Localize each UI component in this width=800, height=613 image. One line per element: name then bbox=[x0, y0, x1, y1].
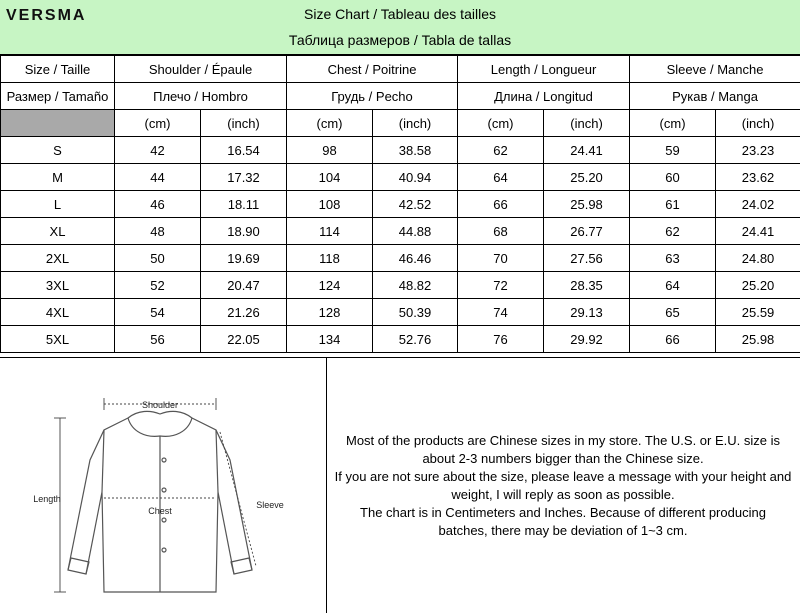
value-cell: 44.88 bbox=[373, 218, 458, 245]
value-cell: 48.82 bbox=[373, 272, 458, 299]
value-cell: 52.76 bbox=[373, 326, 458, 353]
value-cell: 104 bbox=[287, 164, 373, 191]
table-row bbox=[1, 245, 800, 272]
value-cell: 68 bbox=[458, 218, 544, 245]
note-line: Most of the products are Chinese sizes in my store. The U.S. or E.U. size is bbox=[346, 433, 780, 448]
value-cell: 63 bbox=[630, 245, 716, 272]
value-cell: 64 bbox=[630, 272, 716, 299]
value-cell: 16.54 bbox=[201, 137, 287, 164]
brand-logo: VERSMA bbox=[6, 7, 87, 24]
value-cell: 72 bbox=[458, 272, 544, 299]
table-row bbox=[1, 326, 800, 353]
value-cell: 24.80 bbox=[716, 245, 800, 272]
size-cell: S bbox=[1, 137, 115, 164]
size-cell: 5XL bbox=[1, 326, 115, 353]
value-cell: 40.94 bbox=[373, 164, 458, 191]
value-cell: 21.26 bbox=[201, 299, 287, 326]
value-cell: 46.46 bbox=[373, 245, 458, 272]
table-row bbox=[1, 218, 800, 245]
size-header: Size / Taille bbox=[1, 56, 115, 83]
shirt-measurement-diagram bbox=[20, 380, 310, 605]
note-line: weight, I will reply as soon as possible. bbox=[451, 487, 675, 502]
table-row bbox=[1, 299, 800, 326]
value-cell: 42.52 bbox=[373, 191, 458, 218]
value-cell: 50.39 bbox=[373, 299, 458, 326]
value-cell: 62 bbox=[630, 218, 716, 245]
value-cell: 29.92 bbox=[544, 326, 630, 353]
value-cell: 74 bbox=[458, 299, 544, 326]
table-row bbox=[1, 137, 800, 164]
value-cell: 52 bbox=[115, 272, 201, 299]
value-cell: 108 bbox=[287, 191, 373, 218]
value-cell: 70 bbox=[458, 245, 544, 272]
chest-label: Chest bbox=[148, 506, 172, 516]
size-notes bbox=[330, 432, 796, 540]
chest-header-alt: Грудь / Pecho bbox=[287, 83, 458, 110]
value-cell: 17.32 bbox=[201, 164, 287, 191]
value-cell: 22.05 bbox=[201, 326, 287, 353]
shoulder-header: Shoulder / Épaule bbox=[115, 56, 287, 83]
value-cell: 66 bbox=[630, 326, 716, 353]
value-cell: 26.77 bbox=[544, 218, 630, 245]
value-cell: 66 bbox=[458, 191, 544, 218]
unit-cm: (cm) bbox=[458, 110, 544, 137]
table-row bbox=[1, 272, 800, 299]
value-cell: 20.47 bbox=[201, 272, 287, 299]
size-cell: M bbox=[1, 164, 115, 191]
chart-subtitle: Таблица размеров / Tabla de tallas bbox=[288, 32, 512, 48]
length-header-alt: Длина / Longitud bbox=[458, 83, 630, 110]
value-cell: 24.02 bbox=[716, 191, 800, 218]
size-cell: 4XL bbox=[1, 299, 115, 326]
header-row-2 bbox=[1, 83, 800, 110]
value-cell: 18.11 bbox=[201, 191, 287, 218]
value-cell: 62 bbox=[458, 137, 544, 164]
unit-row bbox=[1, 110, 800, 137]
unit-inch: (inch) bbox=[201, 110, 287, 137]
unit-cm: (cm) bbox=[287, 110, 373, 137]
value-cell: 25.20 bbox=[716, 272, 800, 299]
value-cell: 134 bbox=[287, 326, 373, 353]
size-cell: XL bbox=[1, 218, 115, 245]
sleeve-header-alt: Рукав / Manga bbox=[630, 83, 800, 110]
unit-inch: (inch) bbox=[716, 110, 800, 137]
value-cell: 128 bbox=[287, 299, 373, 326]
unit-cm: (cm) bbox=[630, 110, 716, 137]
value-cell: 44 bbox=[115, 164, 201, 191]
sleeve-label: Sleeve bbox=[256, 500, 284, 510]
value-cell: 18.90 bbox=[201, 218, 287, 245]
section-divider bbox=[326, 357, 327, 613]
size-cell: L bbox=[1, 191, 115, 218]
value-cell: 124 bbox=[287, 272, 373, 299]
unit-inch: (inch) bbox=[373, 110, 458, 137]
chest-header: Chest / Poitrine bbox=[287, 56, 458, 83]
note-line: If you are not sure about the size, please leave a message with your height and bbox=[334, 469, 792, 484]
value-cell: 54 bbox=[115, 299, 201, 326]
table-row bbox=[1, 191, 800, 218]
value-cell: 28.35 bbox=[544, 272, 630, 299]
value-cell: 29.13 bbox=[544, 299, 630, 326]
header-row-1 bbox=[1, 56, 800, 83]
unit-inch: (inch) bbox=[544, 110, 630, 137]
unit-row-blank bbox=[1, 110, 115, 137]
shirt-collar bbox=[128, 418, 192, 436]
value-cell: 19.69 bbox=[201, 245, 287, 272]
value-cell: 23.23 bbox=[716, 137, 800, 164]
note-line: The chart is in Centimeters and Inches. Because of different producing bbox=[360, 505, 766, 520]
value-cell: 25.98 bbox=[716, 326, 800, 353]
value-cell: 24.41 bbox=[544, 137, 630, 164]
value-cell: 25.98 bbox=[544, 191, 630, 218]
value-cell: 65 bbox=[630, 299, 716, 326]
unit-cm: (cm) bbox=[115, 110, 201, 137]
size-cell: 2XL bbox=[1, 245, 115, 272]
value-cell: 64 bbox=[458, 164, 544, 191]
note-line: batches, there may be deviation of 1~3 cm. bbox=[438, 523, 688, 538]
value-cell: 46 bbox=[115, 191, 201, 218]
length-header: Length / Longueur bbox=[458, 56, 630, 83]
shoulder-label: Shoulder bbox=[141, 400, 179, 410]
value-cell: 59 bbox=[630, 137, 716, 164]
value-cell: 118 bbox=[287, 245, 373, 272]
length-label: Length bbox=[33, 494, 61, 504]
value-cell: 24.41 bbox=[716, 218, 800, 245]
value-cell: 25.20 bbox=[544, 164, 630, 191]
value-cell: 23.62 bbox=[716, 164, 800, 191]
value-cell: 50 bbox=[115, 245, 201, 272]
value-cell: 42 bbox=[115, 137, 201, 164]
value-cell: 56 bbox=[115, 326, 201, 353]
value-cell: 60 bbox=[630, 164, 716, 191]
shoulder-header-alt: Плечо / Hombro bbox=[115, 83, 287, 110]
value-cell: 38.58 bbox=[373, 137, 458, 164]
table-row bbox=[1, 164, 800, 191]
sleeve-header: Sleeve / Manche bbox=[630, 56, 800, 83]
header-banner bbox=[0, 0, 800, 55]
note-line: about 2-3 numbers bigger than the Chinese size. bbox=[422, 451, 704, 466]
value-cell: 76 bbox=[458, 326, 544, 353]
chart-title: Size Chart / Tableau des tailles bbox=[304, 6, 496, 22]
value-cell: 61 bbox=[630, 191, 716, 218]
value-cell: 114 bbox=[287, 218, 373, 245]
value-cell: 48 bbox=[115, 218, 201, 245]
size-cell: 3XL bbox=[1, 272, 115, 299]
size-header-alt: Размер / Tamaño bbox=[1, 83, 115, 110]
value-cell: 27.56 bbox=[544, 245, 630, 272]
size-table bbox=[0, 55, 800, 353]
value-cell: 25.59 bbox=[716, 299, 800, 326]
value-cell: 98 bbox=[287, 137, 373, 164]
